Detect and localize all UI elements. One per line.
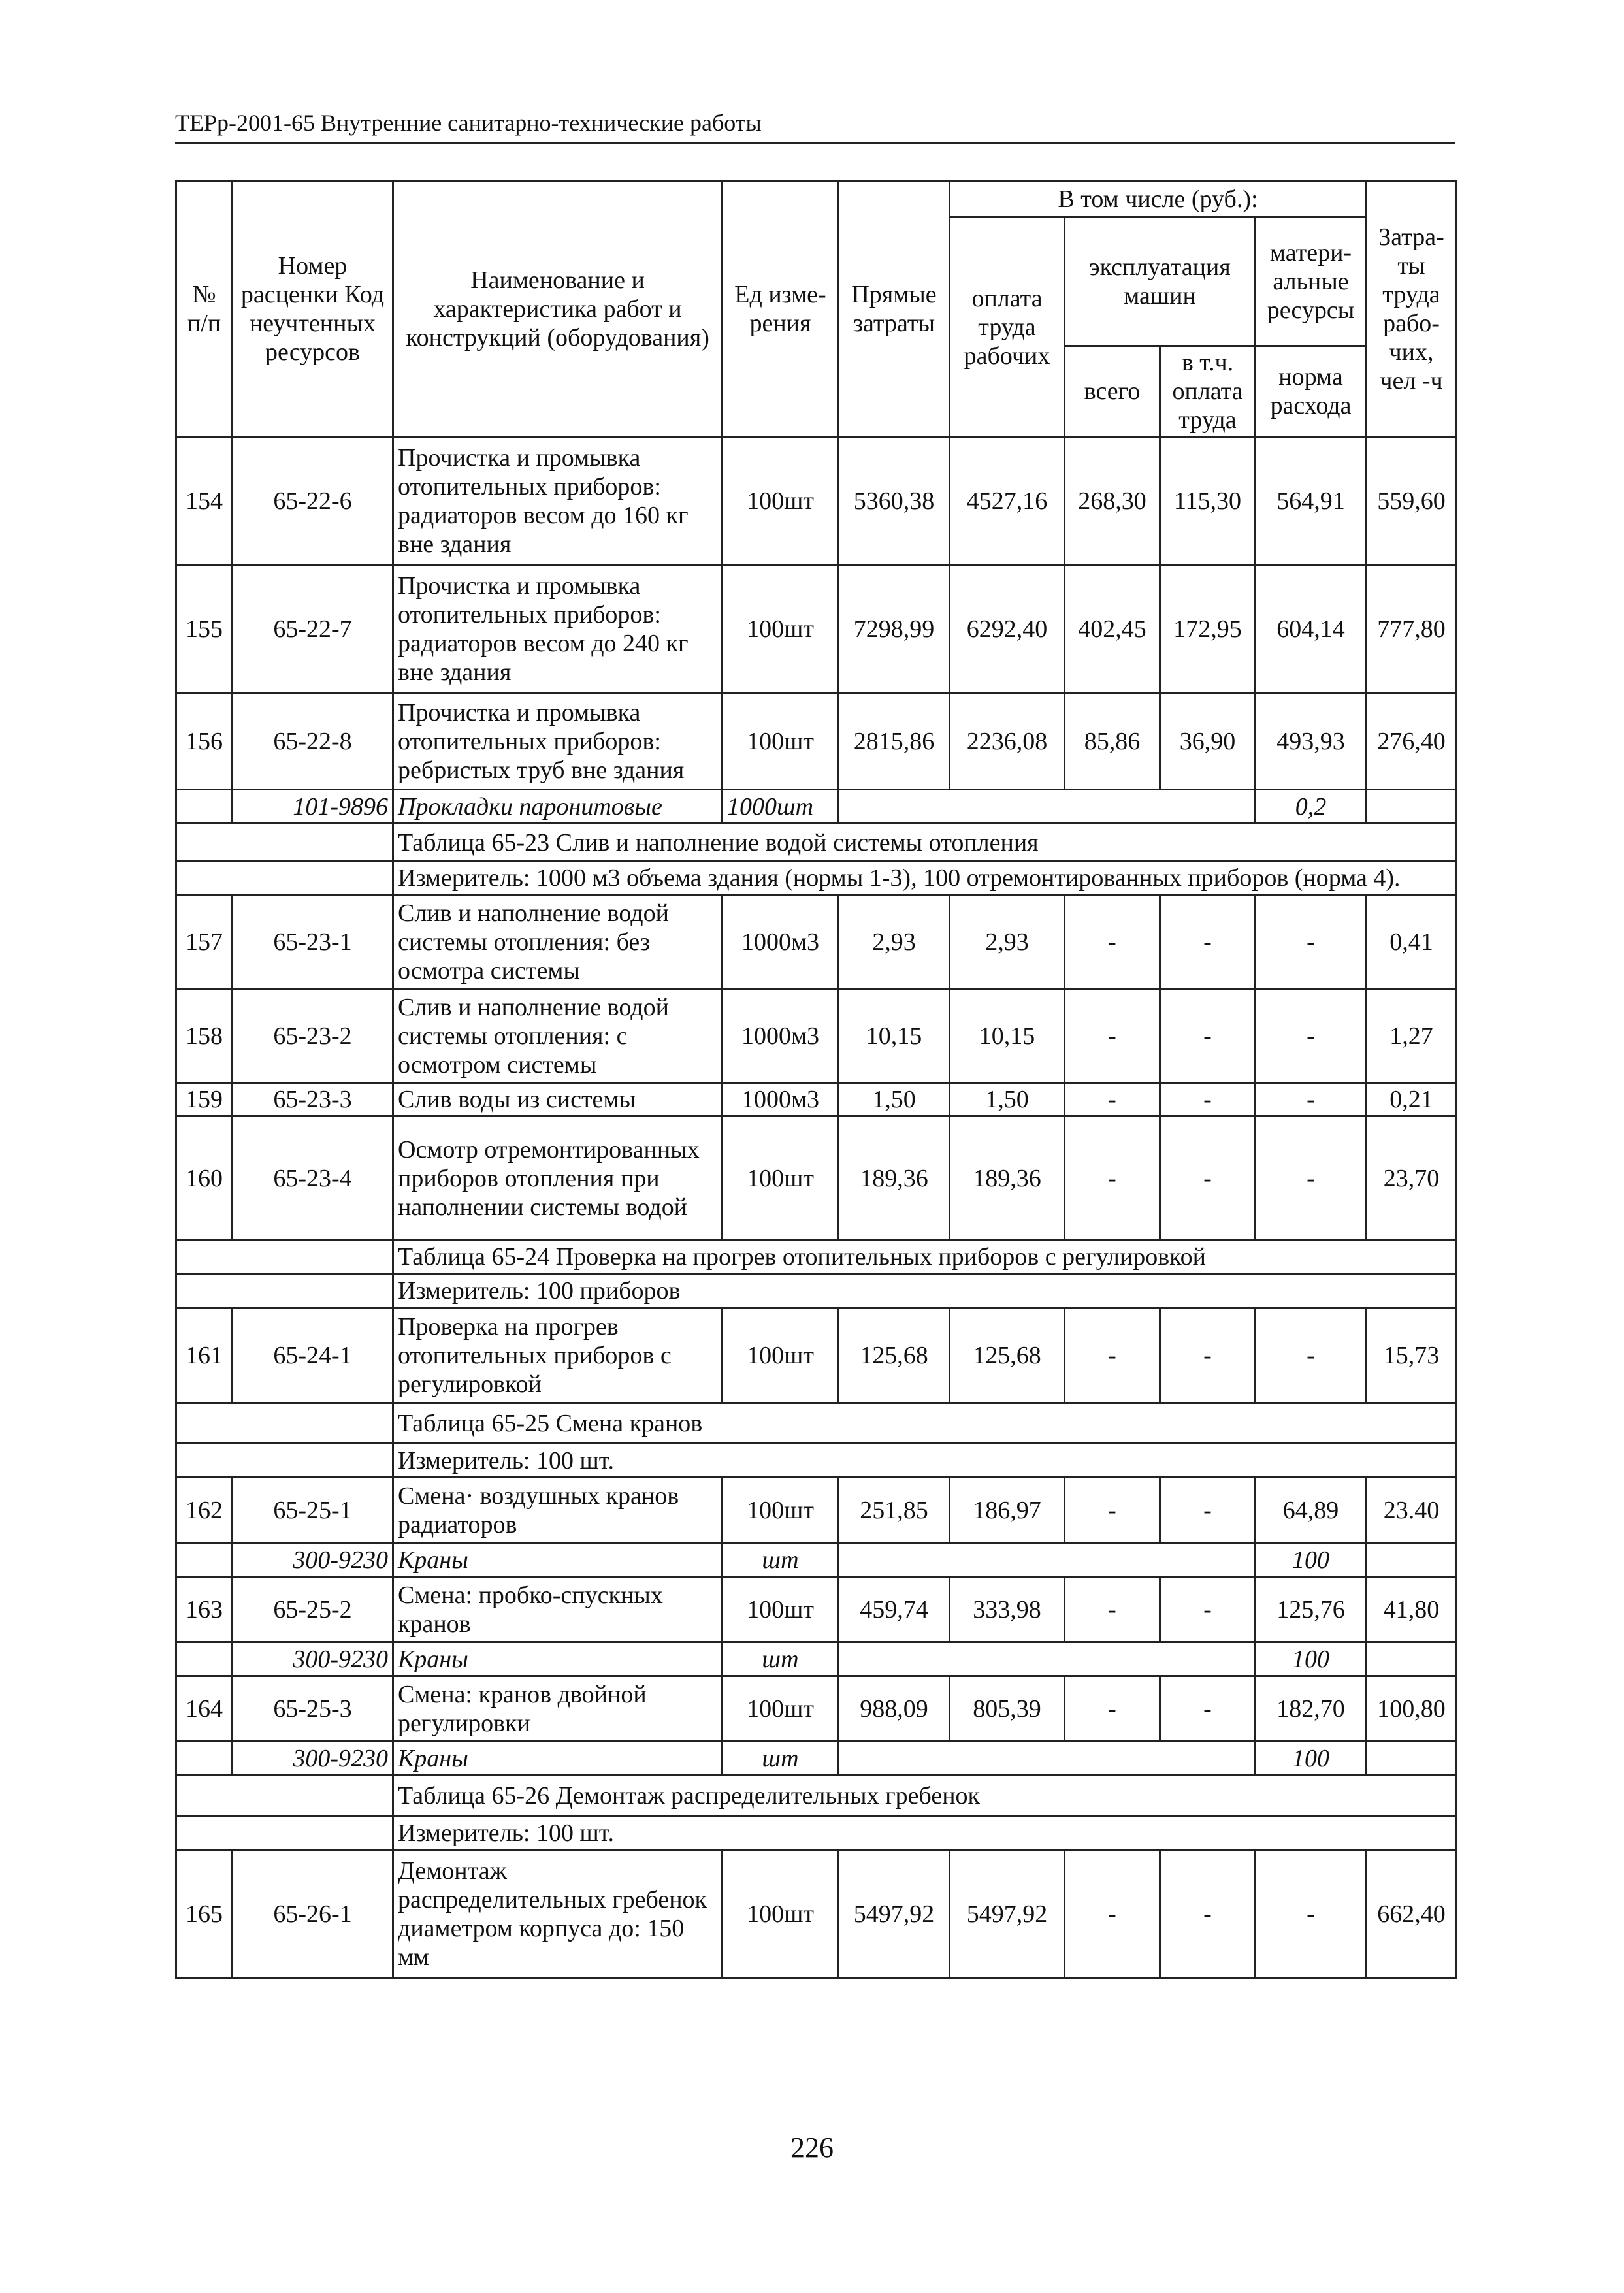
resource-row xyxy=(176,1543,1457,1577)
resource-norm: 100 xyxy=(1256,1642,1367,1676)
row-name: Демонтаж распределительных гребенок диаметром корпуса до: 150 мм xyxy=(393,1850,723,1978)
row-number: 162 xyxy=(176,1478,233,1543)
row-name: Прочистка и промывка отопительных приборов: радиаторов весом до 160 кг вне здания xyxy=(393,437,723,565)
row-mat: 604,14 xyxy=(1256,565,1367,693)
row-code: 65-25-1 xyxy=(233,1478,393,1543)
row-number: 157 xyxy=(176,895,233,989)
col-direct-header: Прямые затраты xyxy=(839,182,950,437)
measure-row xyxy=(176,1816,1457,1850)
row-pay: 125,68 xyxy=(950,1308,1065,1403)
row-code: 65-25-2 xyxy=(233,1577,393,1642)
section-title-row xyxy=(176,1241,1457,1274)
row-labor: 559,60 xyxy=(1367,437,1457,565)
row-mach-pay: - xyxy=(1160,1083,1256,1116)
row-direct: 2815,86 xyxy=(839,693,950,790)
row-mat: - xyxy=(1256,895,1367,989)
table-row xyxy=(176,1478,1457,1543)
row-mach: - xyxy=(1065,1478,1160,1543)
row-mat: - xyxy=(1256,989,1367,1083)
row-mach-pay: - xyxy=(1160,989,1256,1083)
row-pay: 189,36 xyxy=(950,1116,1065,1241)
row-direct: 2,93 xyxy=(839,895,950,989)
row-mat: 564,91 xyxy=(1256,437,1367,565)
table-row xyxy=(176,1308,1457,1403)
row-name: Проверка на прогрев отопительных приборов с регулировкой xyxy=(393,1308,723,1403)
section-title-row xyxy=(176,1776,1457,1816)
row-mach: - xyxy=(1065,1116,1160,1241)
row-pay: 805,39 xyxy=(950,1676,1065,1742)
row-mach: - xyxy=(1065,1308,1160,1403)
row-mach: - xyxy=(1065,1676,1160,1742)
row-code: 65-23-4 xyxy=(233,1116,393,1241)
row-mach: - xyxy=(1065,989,1160,1083)
col-materials-norm-header: норма расхода xyxy=(1256,346,1367,437)
row-direct: 988,09 xyxy=(839,1676,950,1742)
row-mach: 85,86 xyxy=(1065,693,1160,790)
table-row xyxy=(176,1577,1457,1642)
row-mach-pay: 115,30 xyxy=(1160,437,1256,565)
row-labor: 777,80 xyxy=(1367,565,1457,693)
row-mat: 182,70 xyxy=(1256,1676,1367,1742)
row-mach: - xyxy=(1065,895,1160,989)
row-mat: 493,93 xyxy=(1256,693,1367,790)
row-mat: - xyxy=(1256,1308,1367,1403)
row-mat: 64,89 xyxy=(1256,1478,1367,1543)
row-mach-pay: - xyxy=(1160,1116,1256,1241)
col-machines-total-header: всего xyxy=(1065,346,1160,437)
row-code: 65-22-8 xyxy=(233,693,393,790)
row-mach-pay: - xyxy=(1160,1308,1256,1403)
row-pay: 1,50 xyxy=(950,1083,1065,1116)
row-labor: 662,40 xyxy=(1367,1850,1457,1978)
resource-code: 101-9896 xyxy=(233,790,393,824)
row-number: 161 xyxy=(176,1308,233,1403)
col-labor-cost-header: Затра-ты труда рабо-чих, чел -ч xyxy=(1367,182,1457,437)
section-title: Таблица 65-25 Смена кранов xyxy=(393,1403,1457,1444)
row-pay: 186,97 xyxy=(950,1478,1065,1543)
resource-unit: 1000шт xyxy=(723,790,839,824)
row-labor: 15,73 xyxy=(1367,1308,1457,1403)
table-row xyxy=(176,989,1457,1083)
row-number: 156 xyxy=(176,693,233,790)
measure-row xyxy=(176,862,1457,895)
price-table xyxy=(175,180,1457,1979)
row-mat: - xyxy=(1256,1850,1367,1978)
row-number: 160 xyxy=(176,1116,233,1241)
row-direct: 189,36 xyxy=(839,1116,950,1241)
row-mach-pay: - xyxy=(1160,895,1256,989)
row-unit: 100шт xyxy=(723,1478,839,1543)
row-code: 65-24-1 xyxy=(233,1308,393,1403)
table-row xyxy=(176,1083,1457,1116)
section-title: Таблица 65-23 Слив и наполнение водой системы отопления xyxy=(393,824,1457,862)
section-title-row xyxy=(176,1403,1457,1444)
resource-row xyxy=(176,790,1457,824)
section-title: Таблица 65-26 Демонтаж распределительных гребенок xyxy=(393,1776,1457,1816)
table-row xyxy=(176,1676,1457,1742)
section-measure: Измеритель: 100 приборов xyxy=(393,1274,1457,1308)
row-name: Осмотр отремонтированных приборов отопления при наполнении системы водой xyxy=(393,1116,723,1241)
row-direct: 5360,38 xyxy=(839,437,950,565)
row-pay: 333,98 xyxy=(950,1577,1065,1642)
resource-name: Краны xyxy=(393,1742,723,1776)
row-mach: 268,30 xyxy=(1065,437,1160,565)
resource-code: 300-9230 xyxy=(233,1742,393,1776)
row-direct: 251,85 xyxy=(839,1478,950,1543)
row-number: 163 xyxy=(176,1577,233,1642)
row-code: 65-26-1 xyxy=(233,1850,393,1978)
resource-norm: 100 xyxy=(1256,1543,1367,1577)
row-number: 155 xyxy=(176,565,233,693)
row-number: 154 xyxy=(176,437,233,565)
table-row xyxy=(176,437,1457,565)
row-code: 65-25-3 xyxy=(233,1676,393,1742)
row-unit: 100шт xyxy=(723,437,839,565)
section-measure: Измеритель: 100 шт. xyxy=(393,1816,1457,1850)
row-mat: - xyxy=(1256,1083,1367,1116)
row-number: 164 xyxy=(176,1676,233,1742)
row-pay: 2,93 xyxy=(950,895,1065,989)
table-row xyxy=(176,565,1457,693)
row-unit: 100шт xyxy=(723,693,839,790)
resource-row xyxy=(176,1742,1457,1776)
col-machines-labor-header: в т.ч. оплата труда xyxy=(1160,346,1256,437)
row-name: Прочистка и промывка отопительных приборов: радиаторов весом до 240 кг вне здания xyxy=(393,565,723,693)
resource-row xyxy=(176,1642,1457,1676)
row-labor: 0,41 xyxy=(1367,895,1457,989)
col-num-header: № п/п xyxy=(176,182,233,437)
row-labor: 23,70 xyxy=(1367,1116,1457,1241)
row-code: 65-23-3 xyxy=(233,1083,393,1116)
row-mach: - xyxy=(1065,1850,1160,1978)
measure-row xyxy=(176,1444,1457,1478)
row-name: Прочистка и промывка отопительных приборов: ребристых труб вне здания xyxy=(393,693,723,790)
row-mach: - xyxy=(1065,1083,1160,1116)
row-labor: 23.40 xyxy=(1367,1478,1457,1543)
resource-code: 300-9230 xyxy=(233,1642,393,1676)
row-direct: 459,74 xyxy=(839,1577,950,1642)
resource-unit: шт xyxy=(723,1742,839,1776)
row-mat: - xyxy=(1256,1116,1367,1241)
row-labor: 276,40 xyxy=(1367,693,1457,790)
row-pay: 6292,40 xyxy=(950,565,1065,693)
row-pay: 10,15 xyxy=(950,989,1065,1083)
table-row xyxy=(176,693,1457,790)
resource-code: 300-9230 xyxy=(233,1543,393,1577)
row-unit: 1000м3 xyxy=(723,989,839,1083)
row-unit: 100шт xyxy=(723,565,839,693)
row-name: Слив и наполнение водой системы отопления: без осмотра системы xyxy=(393,895,723,989)
col-code-header: Номер расценки Код неучтенных ресурсов xyxy=(233,182,393,437)
row-pay: 5497,92 xyxy=(950,1850,1065,1978)
row-direct: 10,15 xyxy=(839,989,950,1083)
col-name-header: Наименование и характеристика работ и конструкций (оборудования) xyxy=(393,182,723,437)
col-unit-header: Ед изме-рения xyxy=(723,182,839,437)
section-measure: Измеритель: 1000 м3 объема здания (нормы 1-3), 100 отремонтированных приборов (норма 4). xyxy=(393,862,1457,895)
row-name: Слив и наполнение водой системы отопления: с осмотром системы xyxy=(393,989,723,1083)
row-mach-pay: 36,90 xyxy=(1160,693,1256,790)
row-direct: 5497,92 xyxy=(839,1850,950,1978)
header-row-1 xyxy=(176,182,1457,218)
row-unit: 100шт xyxy=(723,1116,839,1241)
table-row xyxy=(176,1116,1457,1241)
col-including-header: В том числе (руб.): xyxy=(950,182,1367,218)
row-code: 65-23-2 xyxy=(233,989,393,1083)
row-mach-pay: - xyxy=(1160,1850,1256,1978)
row-mat: 125,76 xyxy=(1256,1577,1367,1642)
section-title-row xyxy=(176,824,1457,862)
row-unit: 100шт xyxy=(723,1676,839,1742)
row-unit: 100шт xyxy=(723,1577,839,1642)
row-unit: 1000м3 xyxy=(723,1083,839,1116)
row-direct: 125,68 xyxy=(839,1308,950,1403)
row-name: Слив воды из системы xyxy=(393,1083,723,1116)
row-mach: 402,45 xyxy=(1065,565,1160,693)
resource-name: Краны xyxy=(393,1642,723,1676)
resource-name: Краны xyxy=(393,1543,723,1577)
row-code: 65-22-7 xyxy=(233,565,393,693)
row-labor: 41,80 xyxy=(1367,1577,1457,1642)
row-labor: 1,27 xyxy=(1367,989,1457,1083)
resource-name: Прокладки паронитовые xyxy=(393,790,723,824)
section-measure: Измеритель: 100 шт. xyxy=(393,1444,1457,1478)
row-labor: 100,80 xyxy=(1367,1676,1457,1742)
row-number: 158 xyxy=(176,989,233,1083)
page-header: ТЕРр-2001-65 Внутренние санитарно-технические работы xyxy=(175,108,1455,144)
row-pay: 2236,08 xyxy=(950,693,1065,790)
resource-unit: шт xyxy=(723,1543,839,1577)
row-pay: 4527,16 xyxy=(950,437,1065,565)
row-unit: 100шт xyxy=(723,1850,839,1978)
row-unit: 100шт xyxy=(723,1308,839,1403)
row-code: 65-23-1 xyxy=(233,895,393,989)
resource-unit: шт xyxy=(723,1642,839,1676)
row-direct: 7298,99 xyxy=(839,565,950,693)
row-direct: 1,50 xyxy=(839,1083,950,1116)
section-title: Таблица 65-24 Проверка на прогрев отопительных приборов с регулировкой xyxy=(393,1241,1457,1274)
row-name: Смена: пробко-спускных кранов xyxy=(393,1577,723,1642)
col-labor-pay-header: оплата труда рабочих xyxy=(950,218,1065,437)
row-mach-pay: 172,95 xyxy=(1160,565,1256,693)
row-name: Смена· воздушных кранов радиаторов xyxy=(393,1478,723,1543)
row-mach-pay: - xyxy=(1160,1478,1256,1543)
row-mach: - xyxy=(1065,1577,1160,1642)
resource-norm: 0,2 xyxy=(1256,790,1367,824)
row-number: 165 xyxy=(176,1850,233,1978)
row-mach-pay: - xyxy=(1160,1577,1256,1642)
row-labor: 0,21 xyxy=(1367,1083,1457,1116)
measure-row xyxy=(176,1274,1457,1308)
row-unit: 1000м3 xyxy=(723,895,839,989)
col-machines-header: эксплуатация машин xyxy=(1065,218,1256,346)
page-number: 226 xyxy=(790,2132,834,2164)
table-row xyxy=(176,1850,1457,1978)
row-name: Смена: кранов двойной регулировки xyxy=(393,1676,723,1742)
col-materials-header: матери-альные ресурсы xyxy=(1256,218,1367,346)
table-row xyxy=(176,895,1457,989)
row-mach-pay: - xyxy=(1160,1676,1256,1742)
row-code: 65-22-6 xyxy=(233,437,393,565)
resource-norm: 100 xyxy=(1256,1742,1367,1776)
row-number: 159 xyxy=(176,1083,233,1116)
